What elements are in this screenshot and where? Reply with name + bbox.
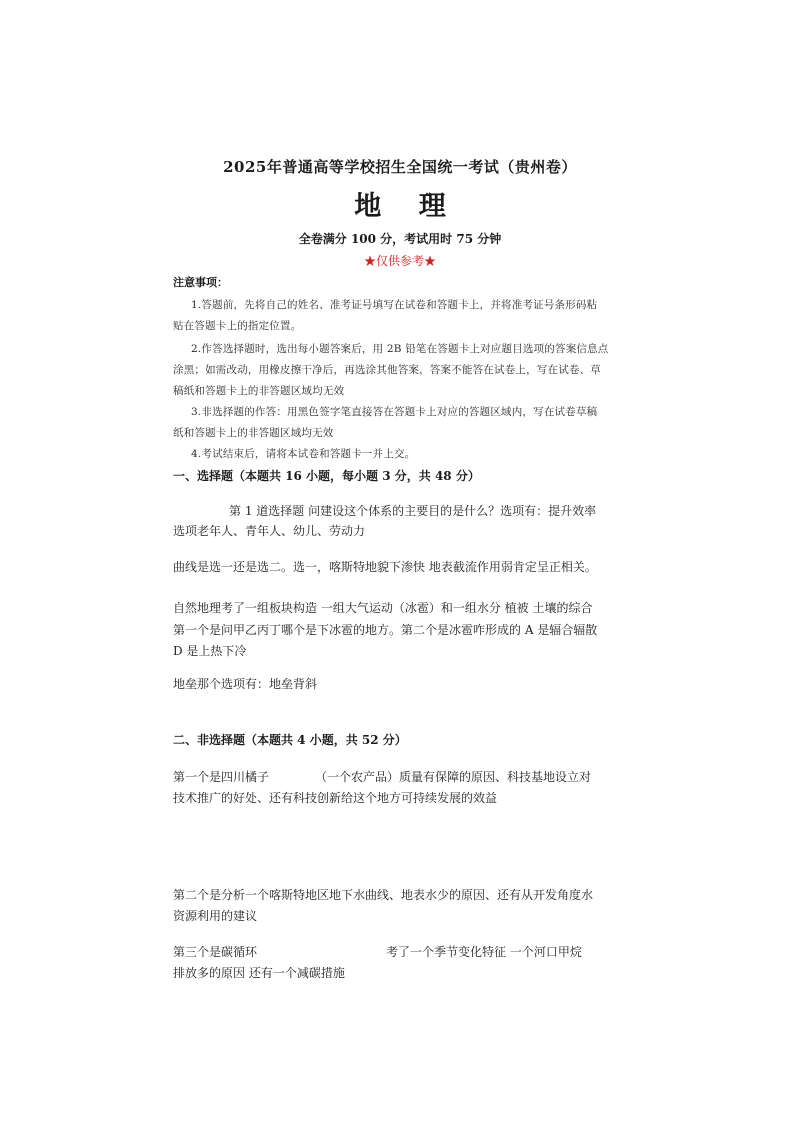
body-line: 地垒那个选项有：地垒背斜 [173,677,318,691]
notice-line: 贴在答题卡上的指定位置。 [173,320,302,332]
body-line: 第二个是分析一个喀斯特地区地下水曲线、地表水少的原因、还有从开发角度水 [173,888,594,902]
body-line: 选项老年人、青年人、幼儿、劳动力 [173,524,366,538]
score-time-line: 全卷满分 100 分，考试用时 75 分钟 [298,232,502,246]
notice-heading: 注意事项： [173,276,228,289]
notice-line: 4.考试结束后，请将本试卷和答题卡一并上交。 [191,448,416,460]
subject-title: 地 理 [354,191,460,222]
notice-line: 3.非选择题的作答：用黑色签字笔直接答在答题卡上对应的答题区域内，写在试卷草稿 [191,406,598,418]
body-line: （一个农产品）质量有保障的原因、科技基地设立对 [315,770,592,784]
notice-line: 1.答题前，先将自己的姓名、准考证号填写在试卷和答题卡上，并将准考证号条形码粘 [191,299,598,311]
body-line: 自然地理考了一组板块构造 一组大气运动（冰雹）和一组水分 植被 土壤的综合 [173,601,593,615]
exam-title: 2025年普通高等学校招生全国统一考试（贵州卷） [223,158,577,176]
body-line: D 是上热下冷 [173,644,247,658]
body-line: 考了一个季节变化特征 一个河口甲烷 [386,945,582,959]
body-line: 技术推广的好处、还有科技创新给这个地方可持续发展的效益 [173,791,498,805]
notice-line: 涂黑；如需改动，用橡皮擦干净后，再选涂其他答案，答案不能答在试卷上，写在试卷、草 [173,364,601,376]
notice-line: 稿纸和答题卡上的非答题区域均无效 [173,385,345,397]
body-line: 第 1 道选择题 问建设这个体系的主要目的是什么？选项有：提升效率 [229,504,597,518]
body-line: 资源利用的建议 [173,909,258,923]
body-line: 曲线是选一还是选二。选一，喀斯特地貌下渗快 地表截流作用弱肯定呈正相关。 [173,560,597,574]
body-line: 第一个是四川橘子 [173,770,270,784]
body-line: 第三个是碳循环 [173,945,258,959]
section-heading-nonchoice: 二、非选择题（本题共 4 小题，共 52 分） [173,733,407,747]
notice-line: 2.作答选择题时，选出每小题答案后，用 2B 铅笔在答题卡上对应题目选项的答案信息点 [191,343,609,355]
reference-only-badge: ★仅供参考★ [363,254,436,268]
section-heading-choice: 一、选择题（本题共 16 小题，每小题 3 分，共 48 分） [173,469,480,483]
notice-line: 纸和答题卡上的非答题区域均无效 [173,427,334,439]
body-line: 排放多的原因 还有一个减碳措施 [173,966,345,980]
body-line: 第一个是问甲乙丙丁哪个是下冰雹的地方。第二个是冰雹咋形成的 A 是辐合辐散 [173,623,598,637]
